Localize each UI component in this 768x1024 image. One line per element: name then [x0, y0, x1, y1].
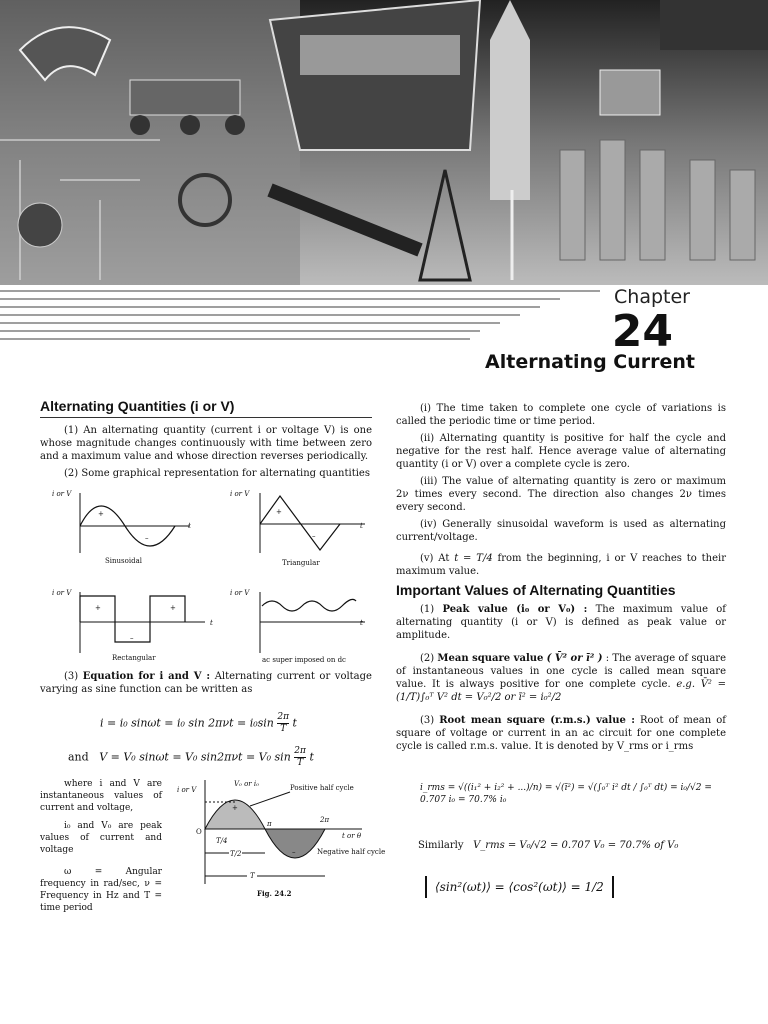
svg-text:+: +: [232, 804, 238, 812]
right-column: [396, 400, 726, 757]
svg-text:T/2: T/2: [230, 850, 242, 858]
svg-text:–: –: [312, 532, 316, 540]
rms-paragraph: (3) Root mean square (r.m.s.) value : Root of mean of square of voltage or current in an ac circuit for one complete cycle is called r.m.s. value. It is denoted by V_rms or i_rms: [396, 715, 726, 752]
chapter-title: Alternating Current: [485, 351, 695, 373]
ac-dc-label: ac super imposed on dc: [262, 656, 346, 664]
property-1: (i) The time taken to complete one cycle of variations is called the periodic time or time period.: [396, 403, 726, 427]
svg-text:+: +: [95, 604, 101, 612]
svg-text:t: t: [188, 522, 191, 530]
svg-text:+: +: [170, 604, 176, 612]
irms-equation: i_rms = √((i₁² + i₂² + ...)/n) = √(ī²) = √(∫₀ᵀ i² dt / ∫₀ᵀ dt) = i₀/√2 = 0.707 i₀ = 70.7% i₀: [420, 783, 712, 805]
svg-text:i or V: i or V: [230, 490, 250, 498]
svg-text:i or V: i or V: [52, 589, 72, 597]
property-3: (iii) The value of alternating quantity is zero or maximum 2ν times every second. The direction also changes 2ν times every second.: [396, 476, 726, 513]
svg-text:t or θ: t or θ: [342, 832, 362, 840]
equation-heading: Equation for i and V :: [82, 671, 211, 682]
svg-text:i or V: i or V: [177, 786, 197, 794]
chapter-number: 24: [611, 306, 673, 357]
vrms-equation: V_rms = V₀/√2 = 0.707 V₀ = 70.7% of V₀: [473, 840, 679, 851]
svg-text:–: –: [130, 634, 134, 642]
current-equation: i = i₀ sinωt = i₀ sin 2πνt = i₀sin $\frac{2\pi}{T}$ t: [100, 712, 297, 734]
svg-text:V₀ or i₀: V₀ or i₀: [234, 780, 259, 788]
chapter-label: Chapter: [614, 286, 690, 308]
mean-square-equation: V̄² = (1/T)∫₀ᵀ V² dt = V₀²/2 or ī² = i₀²/2: [396, 679, 726, 703]
svg-text:t: t: [210, 619, 213, 627]
svg-text:2π: 2π: [320, 816, 330, 824]
svg-text:t: t: [360, 522, 363, 530]
heading-rule: [40, 417, 372, 418]
svg-text:–: –: [292, 848, 296, 856]
mean-sin-cos-equation: ⟨sin²(ωt)⟩ = ⟨cos²(ωt)⟩ = 1/2: [425, 876, 614, 898]
vrms-equation-row: Similarly V_rms = V₀/√2 = 0.707 V₀ = 70.7% of V₀: [418, 840, 679, 851]
section-heading-important-values: Important Values of Alternating Quantities: [396, 582, 676, 598]
paragraph-definition: (1) An alternating quantity (current i or voltage V) is one whose magnitude changes continuously with time between zero and a maximum value and whose direction reverses periodically.: [40, 425, 372, 462]
fig-24-1-graphs: [50, 488, 363, 678]
sin-axis-label: i or V: [52, 490, 72, 498]
sinusoidal-label: Sinusoidal: [105, 557, 142, 565]
definitions-text: where i and V are instantaneous values of current and voltage, i₀ and V₀ are peak values of current and voltage ω = Angular frequency in rad/sec, ν = Frequency in Hz and T = time period: [40, 779, 162, 913]
property-2: (ii) Alternating quantity is positive for half the cycle and negative for the rest half. Hence average value of alternating quantity (i or V) over a complete cycle is zero.: [396, 433, 726, 470]
svg-text:Positive half cycle: Positive half cycle: [290, 784, 354, 792]
svg-text:+: +: [276, 508, 282, 516]
rectangular-label: Rectangular: [112, 654, 156, 662]
chapter-banner-image: [0, 0, 768, 285]
paragraph-graphical: (2) Some graphical representation for alternating quantities: [64, 468, 370, 479]
svg-text:O: O: [196, 828, 202, 836]
property-4: (iv) Generally sinusoidal waveform is used as alternating current/voltage.: [396, 519, 726, 543]
mean-square-paragraph: (2) Mean square value ( V̄² or ī² ) : The average of square of instantaneous values in one cycle is called mean square value. It is always positive for one complete cycle. e.g. V̄² = (1/T)∫₀ᵀ V² dt = V₀²/2 or ī² = i₀²/2: [396, 653, 726, 703]
fig-24-2-graph: [172, 776, 386, 902]
svg-text:T/4: T/4: [216, 837, 228, 845]
voltage-equation: and V = V₀ sinωt = V₀ sin2πνt = V₀ sin $\frac{2\pi}{T}$ t: [68, 746, 314, 768]
equation-paragraph: (3) Equation for i and V : Alternating current or voltage varying as sine function can be written as: [40, 671, 372, 695]
section-heading: Alternating Quantities (i or V): [40, 398, 235, 414]
triangular-label: Triangular: [282, 559, 320, 567]
svg-text:t: t: [360, 619, 363, 627]
svg-text:π: π: [267, 820, 272, 828]
svg-text:i or V: i or V: [230, 589, 250, 597]
svg-text:Negative half cycle: Negative half cycle: [317, 848, 386, 856]
left-column: [40, 400, 372, 484]
peak-value-paragraph: (1) Peak value (i₀ or V₀) : The maximum value of alternating quantity (i or V) is defined as peak value or amplitude.: [396, 604, 727, 641]
svg-text:T: T: [250, 872, 255, 880]
property-5: (v) At t = T/4 from the beginning, i or V reaches to their maximum value.: [396, 553, 726, 577]
svg-text:–: –: [145, 534, 149, 542]
svg-text:+: +: [98, 510, 104, 518]
fig-24-2-caption: Fig. 24.2: [257, 889, 292, 898]
